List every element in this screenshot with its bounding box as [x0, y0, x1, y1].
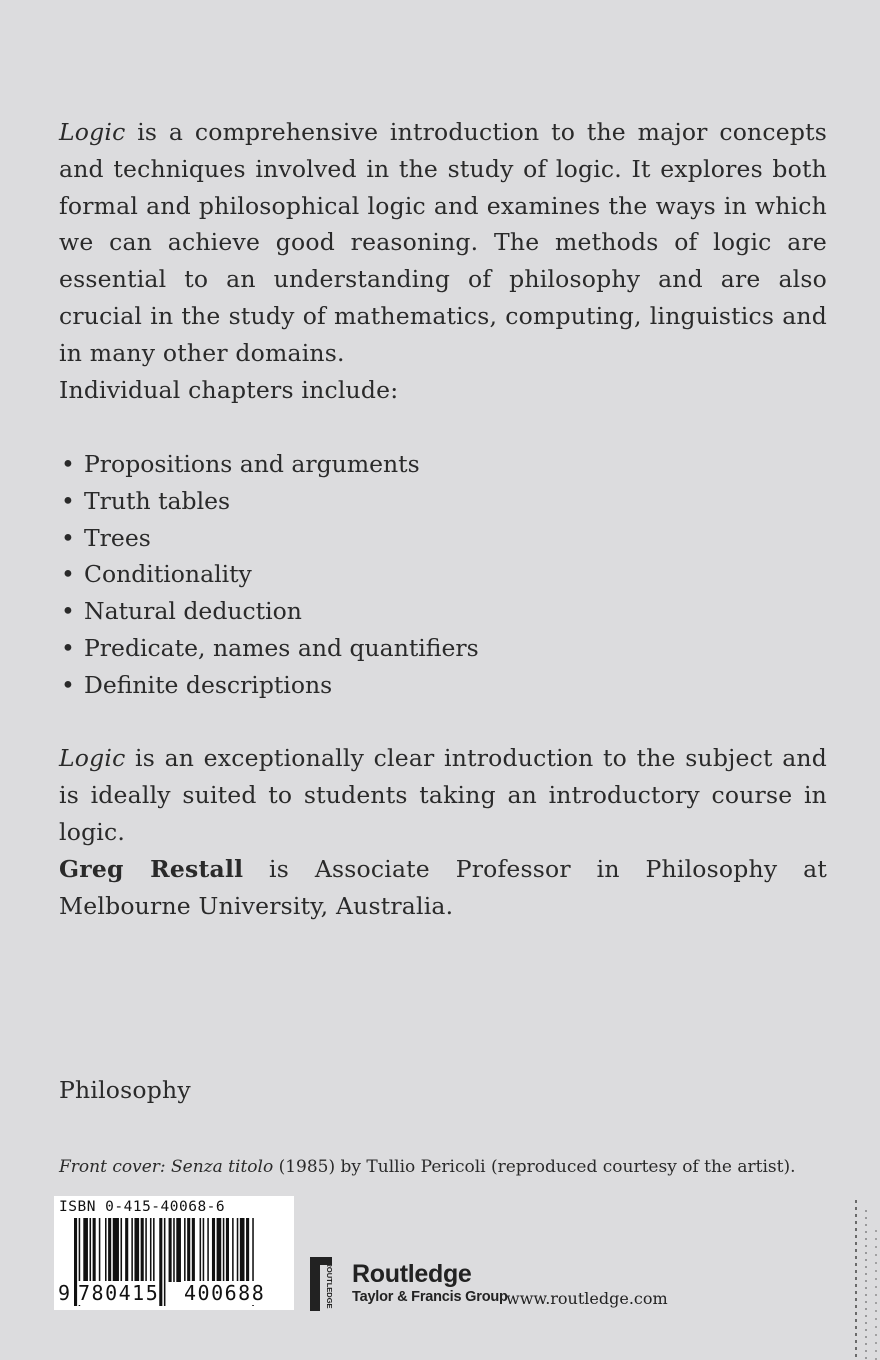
- list-item: [59, 667, 479, 704]
- barcode-bar: [108, 1218, 111, 1282]
- bullet-icon: •: [61, 597, 75, 626]
- bullet-icon: •: [61, 450, 75, 478]
- intro-text: is a comprehensive introduction to the major concepts and techniques involved in the study of logic. It explores both formal and philosophical logic and examines the ways in which we can achieve good reasoning. The methods of logic are essential to an understanding of philosophy and are also crucial in the study of mathematics, computing, linguistics and in many other domains.: [59, 118, 827, 367]
- list-item: [59, 520, 479, 557]
- barcode-bar: [105, 1218, 107, 1282]
- cover-credit: [59, 1155, 796, 1179]
- chapters-heading: Individual chapters include:: [59, 376, 399, 404]
- book-title-italic: Logic: [59, 744, 126, 772]
- barcode-bar: [153, 1218, 155, 1282]
- barcode-bar: [74, 1218, 77, 1306]
- barcode-bar: [232, 1218, 234, 1282]
- barcode-bar: [192, 1218, 195, 1282]
- chapter-title: Natural deduction: [84, 597, 302, 626]
- author-name: Greg Restall: [59, 855, 244, 883]
- barcode-bar: [203, 1218, 205, 1282]
- cover-credit-text: (1985) by Tullio Pericoli (reproduced courtesy of the artist).: [273, 1157, 796, 1177]
- barcode-bar: [125, 1218, 128, 1282]
- barcode-bar: [217, 1218, 222, 1282]
- barcode-bar: [93, 1218, 96, 1282]
- bullet-icon: •: [61, 486, 75, 515]
- barcode-bar: [134, 1218, 139, 1282]
- barcode-bar: [184, 1218, 186, 1282]
- list-item: [59, 446, 479, 483]
- bullet-icon: •: [61, 670, 75, 699]
- bullet-icon: •: [61, 560, 75, 589]
- closing-text: is an exceptionally clear introduction to the subject and is ideally suited to students taking an introductory course in logic.: [59, 744, 827, 846]
- ean-right-digits: 400688: [184, 1281, 266, 1305]
- chapter-title: Truth tables: [84, 486, 231, 515]
- edge-marks-decoration: [852, 1200, 880, 1360]
- book-title-italic: Logic: [59, 118, 126, 146]
- routledge-logo-icon: [306, 1255, 346, 1313]
- intro-paragraph: [59, 114, 827, 372]
- barcode-bar: [240, 1218, 245, 1282]
- logo-text: ROUTLEDGE: [325, 1261, 334, 1309]
- list-item: [59, 556, 479, 593]
- chapter-title: Conditionality: [84, 560, 252, 589]
- barcode-bar: [141, 1218, 144, 1282]
- chapter-title: Propositions and arguments: [84, 450, 420, 478]
- barcode-bar: [223, 1218, 225, 1282]
- list-item: [59, 483, 479, 520]
- barcode-bar: [131, 1218, 133, 1282]
- barcode-bar: [83, 1218, 88, 1282]
- isbn-label: ISBN 0-415-40068-6: [59, 1199, 226, 1215]
- ean-left-digits: 780415: [78, 1281, 160, 1305]
- barcode-bar: [200, 1218, 202, 1282]
- subject-category: Philosophy: [59, 1076, 191, 1104]
- barcode-bar: [164, 1218, 166, 1306]
- chapter-list: [59, 446, 479, 704]
- barcode-bar: [176, 1218, 181, 1282]
- barcode: [54, 1196, 294, 1310]
- publisher-website: www.routledge.com: [506, 1289, 668, 1308]
- barcode-bar: [212, 1218, 215, 1282]
- chapter-title: Predicate, names and quantifiers: [84, 633, 479, 662]
- barcode-bar: [145, 1218, 147, 1282]
- barcode-bar: [113, 1218, 119, 1282]
- chapter-title: Trees: [84, 523, 151, 552]
- barcode-bar: [121, 1218, 123, 1282]
- barcode-bar: [207, 1218, 209, 1282]
- barcode-bar: [187, 1218, 190, 1282]
- author-text: is Associate Professor in Philosophy at Melbourne University, Australia.: [59, 855, 827, 920]
- chapter-title: Definite descriptions: [84, 670, 333, 699]
- publisher-group: Taylor & Francis Group: [352, 1289, 508, 1305]
- closing-paragraph: [59, 740, 827, 850]
- ean-first-digit: 9: [58, 1281, 71, 1305]
- barcode-bar: [173, 1218, 175, 1282]
- barcode-bar: [169, 1218, 172, 1282]
- barcode-bar: [237, 1218, 239, 1282]
- barcode-bar: [150, 1218, 152, 1282]
- barcode-bar: [226, 1218, 229, 1282]
- barcode-bar: [99, 1218, 101, 1282]
- barcode-bar: [159, 1218, 162, 1306]
- publisher-name: Routledge: [352, 1260, 472, 1288]
- author-bio: [59, 851, 827, 925]
- barcode-bar: [246, 1218, 249, 1282]
- list-item: [59, 593, 479, 630]
- bullet-icon: •: [61, 523, 75, 552]
- barcode-bar: [90, 1218, 92, 1282]
- list-item: [59, 630, 479, 667]
- bullet-icon: •: [61, 633, 75, 662]
- cover-credit-italic: Front cover: Senza titolo: [59, 1157, 274, 1177]
